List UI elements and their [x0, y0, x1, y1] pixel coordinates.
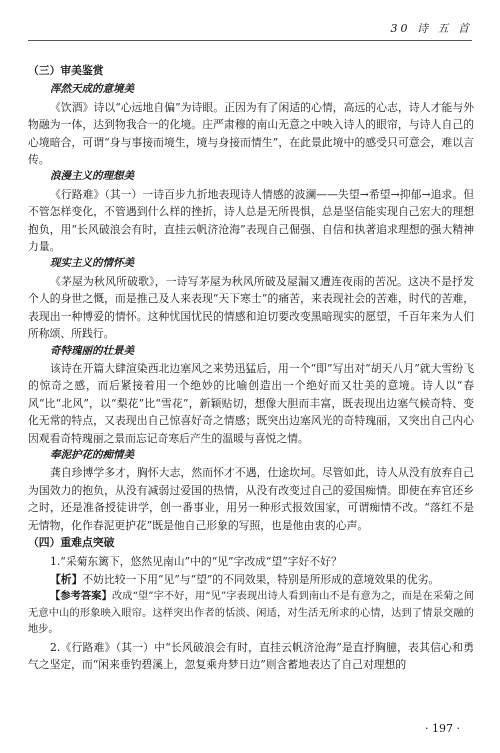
page-body [28, 62, 474, 674]
sub-heading-3: 现实主义的情怀美 [50, 257, 134, 270]
section-heading-key-points: （四）重难点突破 [28, 535, 115, 549]
analysis-label: 【析】 [50, 572, 83, 586]
section-heading-appreciation: （三）审美鉴赏 [28, 64, 104, 77]
header-rule [28, 40, 472, 41]
sub-heading-1: 浑然天成的意境美 [50, 83, 134, 96]
paragraph-1: 《饮酒》诗以“心远地自偏”为诗眼。正因为有了闲适的心情，高远的心志，诗人才能与外物融为一体，达到物我合一的化境。庄严肃穆的南山无意之中映入诗人的眼帘，与诗人自己的心境暗合，可谓“身与事接而境生，境与身接而情生”，在此景此境中的感受只可意会，难以言传。 [28, 100, 474, 167]
question-1: 1.“采菊东篱下，悠然见南山”中的“见”字改成“望”字好不好？ [50, 555, 342, 569]
page-header [0, 0, 500, 44]
answer-text: 改成“望”字不好，用“见”字表现出诗人看到南山不是有意为之，而是在采菊之间无意中山的形象映入眼帘。这样突出作者的恬淡、闲适，对生活无所求的心情，达到了情景交融的地步。 [28, 591, 474, 636]
paragraph-3: 《茅屋为秋风所破歌》，一诗写茅屋为秋风所破及屋漏又遭连夜雨的苦况。这决不是抒发个人的身世之慨，而是推己及人来表现“天下寒士”的痛苦，来表现社会的苦难，时代的苦难，表现出一种博爱的情怀。这种忧国忧民的情感和迫切要改变黑暗现实的愿望，千百年来为人们所称颂、所践行。 [28, 274, 474, 341]
sub-heading-4: 奇特瑰丽的壮景美 [50, 344, 134, 357]
running-title: 30 诗 五 首 [390, 22, 472, 35]
sub-heading-5: 奉泥护花的痴情美 [50, 448, 134, 461]
answer-label: 【参考答案】 [50, 590, 112, 603]
paragraph-5: 龚自珍博学多才，胸怀大志，然而怀才不遇，仕途坎坷。尽管如此，诗人从没有放弃自己为国效力的抱负，从没有减弱过爱国的热情，从没有改变过自己的爱国痴情。即使在弃官还乡之时，还是准备授徒讲学，创一番事业，用另一种形式报效国家，可谓痴情不改。“落红不是无情物，化作春泥更护花”既是他自己形象的写照，也是他由衷的心声。 [28, 466, 474, 532]
question-2: 2.《行路难》（其一）中“长风破浪会有时，直挂云帆济沧海”是直抒胸臆，表其信心和勇气之坚定，而“闲来垂钓碧溪上，忽复乘舟梦日边”则含蓄地表达了自己对理想的 [28, 640, 474, 672]
page-number: · 197 · [425, 722, 460, 735]
reference-answer [28, 588, 474, 639]
paragraph-2: 《行路难》（其一）一诗百步九折地表现诗人情感的波澜——失望→希望→抑郁→追求。但不管怎样变化，不管遇到什么样的挫折，诗人总是无所畏惧，总是坚信能实现自己宏大的理想抱负，用“长风破浪会有时，直挂云帆济沧海”表现自己倔强、自信和执著追求理想的强大精神力量。 [28, 187, 474, 254]
analysis [28, 571, 474, 588]
sub-heading-2: 浪漫主义的理想美 [50, 170, 134, 183]
analysis-text: 不妨比较一下用“见”与“望”的不同效果，特别是所形成的意境效果的优劣。 [82, 572, 440, 586]
paragraph-4: 该诗在开篇大肆渲染西北边塞风之来势迅猛后，用一个“即”写出对“胡天八月”就大雪纷飞的惊奇之感，而后紧接着用一个绝妙的比喻创造出一个绝好而又壮美的意境。诗人以“春风”比“北风”，以“梨花”比“雪花”，新颖贴切，想像大胆而丰富，既表现出边塞气候奇特、变化无常的特点，又表现出自己惊喜好奇之情感；既突出边塞风光的奇特瑰丽，又突出自己内心因观看奇特瑰丽之景而忘记奇寒后产生的温暖与喜悦之情。 [28, 361, 474, 445]
